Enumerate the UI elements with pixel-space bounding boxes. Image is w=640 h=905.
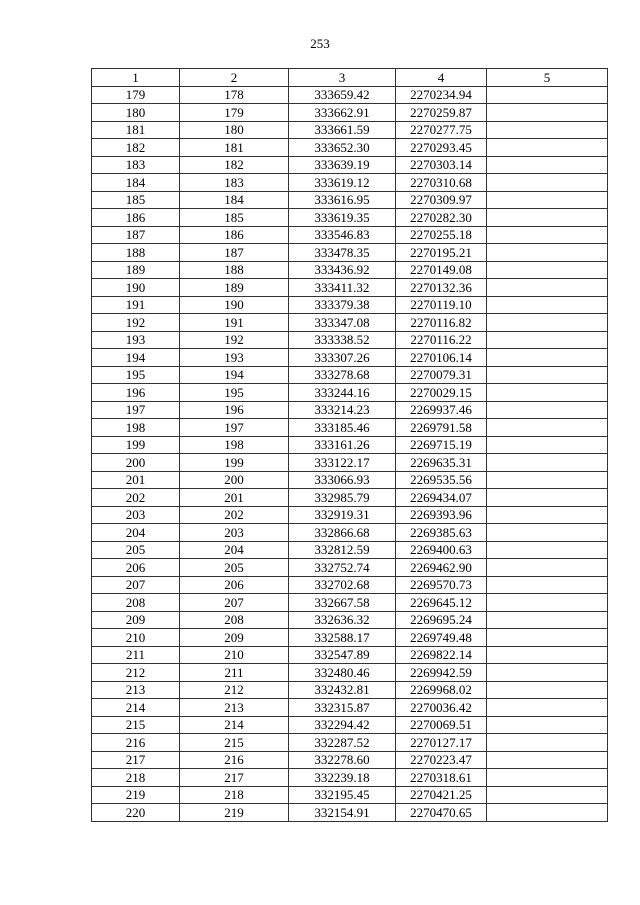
- coordinate-y-cell: 2269822.14: [396, 646, 487, 664]
- coordinate-y-cell: 2270310.68: [396, 174, 487, 192]
- point-number-cell: 183: [92, 156, 180, 174]
- point-number-cell: 191: [92, 296, 180, 314]
- note-cell: [487, 664, 608, 682]
- previous-point-cell: 190: [180, 296, 289, 314]
- point-number-cell: 209: [92, 611, 180, 629]
- table-row: [92, 489, 608, 507]
- coordinate-y-cell: 2270036.42: [396, 699, 487, 717]
- note-cell: [487, 751, 608, 769]
- table-row: [92, 769, 608, 787]
- table-row: [92, 629, 608, 647]
- table-row: [92, 349, 608, 367]
- note-cell: [487, 279, 608, 297]
- coordinate-x-cell: 333652.30: [289, 139, 396, 157]
- previous-point-cell: 214: [180, 716, 289, 734]
- table-row: [92, 209, 608, 227]
- note-cell: [487, 331, 608, 349]
- note-cell: [487, 296, 608, 314]
- table-row: [92, 279, 608, 297]
- table-row: [92, 664, 608, 682]
- point-number-cell: 196: [92, 384, 180, 402]
- point-number-cell: 198: [92, 419, 180, 437]
- previous-point-cell: 213: [180, 699, 289, 717]
- point-number-cell: 217: [92, 751, 180, 769]
- table-row: [92, 139, 608, 157]
- point-number-cell: 195: [92, 366, 180, 384]
- note-cell: [487, 489, 608, 507]
- coordinate-x-cell: 332636.32: [289, 611, 396, 629]
- coordinate-y-cell: 2270079.31: [396, 366, 487, 384]
- page-number: 253: [310, 36, 330, 51]
- table-row: [92, 804, 608, 822]
- note-cell: [487, 629, 608, 647]
- coordinate-y-cell: 2270303.14: [396, 156, 487, 174]
- note-cell: [487, 611, 608, 629]
- note-cell: [487, 559, 608, 577]
- note-cell: [487, 699, 608, 717]
- previous-point-cell: 208: [180, 611, 289, 629]
- note-cell: [487, 174, 608, 192]
- previous-point-cell: 219: [180, 804, 289, 822]
- coordinate-y-cell: 2269968.02: [396, 681, 487, 699]
- point-number-cell: 194: [92, 349, 180, 367]
- previous-point-cell: 184: [180, 191, 289, 209]
- note-cell: [487, 436, 608, 454]
- coordinate-x-cell: 333659.42: [289, 86, 396, 104]
- previous-point-cell: 204: [180, 541, 289, 559]
- previous-point-cell: 206: [180, 576, 289, 594]
- table-row: [92, 716, 608, 734]
- coordinate-y-cell: 2270106.14: [396, 349, 487, 367]
- table-row: [92, 104, 608, 122]
- table-row: [92, 121, 608, 139]
- coordinate-y-cell: 2269645.12: [396, 594, 487, 612]
- point-number-cell: 193: [92, 331, 180, 349]
- coordinate-x-cell: 333546.83: [289, 226, 396, 244]
- header-cell-3: 3: [289, 69, 396, 87]
- coordinate-x-cell: 332294.42: [289, 716, 396, 734]
- coordinate-x-cell: 333619.12: [289, 174, 396, 192]
- table-row: [92, 576, 608, 594]
- coordinate-x-cell: 333122.17: [289, 454, 396, 472]
- note-cell: [487, 156, 608, 174]
- point-number-cell: 187: [92, 226, 180, 244]
- previous-point-cell: 192: [180, 331, 289, 349]
- coordinate-y-cell: 2269695.24: [396, 611, 487, 629]
- coordinate-x-cell: 333347.08: [289, 314, 396, 332]
- note-cell: [487, 524, 608, 542]
- note-cell: [487, 419, 608, 437]
- table-row: [92, 454, 608, 472]
- point-number-cell: 200: [92, 454, 180, 472]
- coordinate-y-cell: 2270195.21: [396, 244, 487, 262]
- table-row: [92, 384, 608, 402]
- coordinate-y-cell: 2270470.65: [396, 804, 487, 822]
- coordinate-y-cell: 2270127.17: [396, 734, 487, 752]
- previous-point-cell: 178: [180, 86, 289, 104]
- coordinate-x-cell: 333478.35: [289, 244, 396, 262]
- coordinate-y-cell: 2270255.18: [396, 226, 487, 244]
- coordinate-x-cell: 333662.91: [289, 104, 396, 122]
- previous-point-cell: 191: [180, 314, 289, 332]
- previous-point-cell: 198: [180, 436, 289, 454]
- coordinate-x-cell: 333411.32: [289, 279, 396, 297]
- note-cell: [487, 769, 608, 787]
- point-number-cell: 184: [92, 174, 180, 192]
- coordinate-x-cell: 332480.46: [289, 664, 396, 682]
- coordinate-y-cell: 2270234.94: [396, 86, 487, 104]
- table-row: [92, 191, 608, 209]
- note-cell: [487, 716, 608, 734]
- point-number-cell: 201: [92, 471, 180, 489]
- previous-point-cell: 194: [180, 366, 289, 384]
- table-row: [92, 244, 608, 262]
- table-row: [92, 611, 608, 629]
- coordinate-y-cell: 2270116.22: [396, 331, 487, 349]
- note-cell: [487, 401, 608, 419]
- previous-point-cell: 189: [180, 279, 289, 297]
- note-cell: [487, 191, 608, 209]
- table-body: [92, 86, 608, 821]
- coordinate-x-cell: 333639.19: [289, 156, 396, 174]
- coordinate-x-cell: 333379.38: [289, 296, 396, 314]
- coordinate-x-cell: 333338.52: [289, 331, 396, 349]
- previous-point-cell: 181: [180, 139, 289, 157]
- point-number-cell: 219: [92, 786, 180, 804]
- note-cell: [487, 86, 608, 104]
- previous-point-cell: 210: [180, 646, 289, 664]
- coordinate-x-cell: 333244.16: [289, 384, 396, 402]
- note-cell: [487, 646, 608, 664]
- table-row: [92, 524, 608, 542]
- point-number-cell: 216: [92, 734, 180, 752]
- point-number-cell: 211: [92, 646, 180, 664]
- point-number-cell: 186: [92, 209, 180, 227]
- table-row: [92, 506, 608, 524]
- previous-point-cell: 209: [180, 629, 289, 647]
- note-cell: [487, 786, 608, 804]
- table-row: [92, 401, 608, 419]
- point-number-cell: 188: [92, 244, 180, 262]
- note-cell: [487, 261, 608, 279]
- coordinate-x-cell: 333307.26: [289, 349, 396, 367]
- point-number-cell: 218: [92, 769, 180, 787]
- header-cell-5: 5: [487, 69, 608, 87]
- table-row: [92, 751, 608, 769]
- table-row: [92, 331, 608, 349]
- point-number-cell: 213: [92, 681, 180, 699]
- table-row: [92, 734, 608, 752]
- point-number-cell: 205: [92, 541, 180, 559]
- coordinate-y-cell: 2269393.96: [396, 506, 487, 524]
- point-number-cell: 180: [92, 104, 180, 122]
- coordinate-y-cell: 2270318.61: [396, 769, 487, 787]
- table-row: [92, 541, 608, 559]
- coordinate-y-cell: 2269942.59: [396, 664, 487, 682]
- note-cell: [487, 506, 608, 524]
- previous-point-cell: 186: [180, 226, 289, 244]
- note-cell: [487, 139, 608, 157]
- previous-point-cell: 203: [180, 524, 289, 542]
- point-number-cell: 197: [92, 401, 180, 419]
- note-cell: [487, 349, 608, 367]
- note-cell: [487, 366, 608, 384]
- coordinate-x-cell: 332287.52: [289, 734, 396, 752]
- coordinate-x-cell: 332239.18: [289, 769, 396, 787]
- table-row: [92, 646, 608, 664]
- table-row: [92, 261, 608, 279]
- point-number-cell: 212: [92, 664, 180, 682]
- coordinate-y-cell: 2269535.56: [396, 471, 487, 489]
- note-cell: [487, 734, 608, 752]
- note-cell: [487, 471, 608, 489]
- previous-point-cell: 188: [180, 261, 289, 279]
- coordinate-y-cell: 2270029.15: [396, 384, 487, 402]
- coordinate-x-cell: 332547.89: [289, 646, 396, 664]
- previous-point-cell: 199: [180, 454, 289, 472]
- coordinate-x-cell: 332588.17: [289, 629, 396, 647]
- coordinate-y-cell: 2270069.51: [396, 716, 487, 734]
- point-number-cell: 210: [92, 629, 180, 647]
- note-cell: [487, 804, 608, 822]
- note-cell: [487, 384, 608, 402]
- coordinate-y-cell: 2269937.46: [396, 401, 487, 419]
- coordinate-x-cell: 332866.68: [289, 524, 396, 542]
- coordinate-y-cell: 2270309.97: [396, 191, 487, 209]
- table-row: [92, 86, 608, 104]
- table-row: [92, 594, 608, 612]
- note-cell: [487, 314, 608, 332]
- header-cell-1: 1: [92, 69, 180, 87]
- previous-point-cell: 207: [180, 594, 289, 612]
- header-cell-4: 4: [396, 69, 487, 87]
- table-row: [92, 559, 608, 577]
- table-header: [92, 69, 608, 87]
- table-row: [92, 296, 608, 314]
- note-cell: [487, 209, 608, 227]
- previous-point-cell: 217: [180, 769, 289, 787]
- previous-point-cell: 195: [180, 384, 289, 402]
- coordinate-x-cell: 333616.95: [289, 191, 396, 209]
- point-number-cell: 214: [92, 699, 180, 717]
- coordinate-x-cell: 332315.87: [289, 699, 396, 717]
- point-number-cell: 190: [92, 279, 180, 297]
- note-cell: [487, 104, 608, 122]
- coordinate-x-cell: 332667.58: [289, 594, 396, 612]
- coordinate-x-cell: 332195.45: [289, 786, 396, 804]
- note-cell: [487, 121, 608, 139]
- header-row: [92, 69, 608, 87]
- coordinate-y-cell: 2269462.90: [396, 559, 487, 577]
- coordinate-y-cell: 2270149.08: [396, 261, 487, 279]
- coordinate-x-cell: 333619.35: [289, 209, 396, 227]
- coordinate-y-cell: 2270293.45: [396, 139, 487, 157]
- note-cell: [487, 681, 608, 699]
- point-number-cell: 179: [92, 86, 180, 104]
- note-cell: [487, 454, 608, 472]
- coordinate-x-cell: 333066.93: [289, 471, 396, 489]
- point-number-cell: 203: [92, 506, 180, 524]
- point-number-cell: 181: [92, 121, 180, 139]
- previous-point-cell: 183: [180, 174, 289, 192]
- coordinate-x-cell: 332752.74: [289, 559, 396, 577]
- note-cell: [487, 594, 608, 612]
- previous-point-cell: 211: [180, 664, 289, 682]
- point-number-cell: 204: [92, 524, 180, 542]
- point-number-cell: 182: [92, 139, 180, 157]
- coordinate-x-cell: 333161.26: [289, 436, 396, 454]
- previous-point-cell: 180: [180, 121, 289, 139]
- coordinate-x-cell: 332985.79: [289, 489, 396, 507]
- previous-point-cell: 185: [180, 209, 289, 227]
- previous-point-cell: 179: [180, 104, 289, 122]
- note-cell: [487, 576, 608, 594]
- coordinate-x-cell: 332432.81: [289, 681, 396, 699]
- previous-point-cell: 212: [180, 681, 289, 699]
- previous-point-cell: 218: [180, 786, 289, 804]
- table-row: [92, 471, 608, 489]
- previous-point-cell: 187: [180, 244, 289, 262]
- table-row: [92, 314, 608, 332]
- coordinate-x-cell: 333436.92: [289, 261, 396, 279]
- point-number-cell: 220: [92, 804, 180, 822]
- previous-point-cell: 193: [180, 349, 289, 367]
- point-number-cell: 202: [92, 489, 180, 507]
- coordinate-x-cell: 333185.46: [289, 419, 396, 437]
- table-row: [92, 156, 608, 174]
- coordinate-y-cell: 2269715.19: [396, 436, 487, 454]
- table-row: [92, 174, 608, 192]
- coordinate-y-cell: 2269400.63: [396, 541, 487, 559]
- coordinate-x-cell: 332154.91: [289, 804, 396, 822]
- coordinate-y-cell: 2270421.25: [396, 786, 487, 804]
- coordinate-y-cell: 2270277.75: [396, 121, 487, 139]
- previous-point-cell: 205: [180, 559, 289, 577]
- previous-point-cell: 197: [180, 419, 289, 437]
- table-row: [92, 366, 608, 384]
- previous-point-cell: 200: [180, 471, 289, 489]
- header-cell-2: 2: [180, 69, 289, 87]
- coordinate-y-cell: 2269635.31: [396, 454, 487, 472]
- table-row: [92, 681, 608, 699]
- table-row: [92, 786, 608, 804]
- previous-point-cell: 216: [180, 751, 289, 769]
- point-number-cell: 215: [92, 716, 180, 734]
- coordinate-y-cell: 2269434.07: [396, 489, 487, 507]
- coordinate-y-cell: 2270132.36: [396, 279, 487, 297]
- coordinates-table: [91, 68, 608, 822]
- point-number-cell: 192: [92, 314, 180, 332]
- previous-point-cell: 202: [180, 506, 289, 524]
- previous-point-cell: 182: [180, 156, 289, 174]
- note-cell: [487, 244, 608, 262]
- note-cell: [487, 541, 608, 559]
- coordinate-y-cell: 2270116.82: [396, 314, 487, 332]
- previous-point-cell: 201: [180, 489, 289, 507]
- coordinate-x-cell: 332702.68: [289, 576, 396, 594]
- coordinate-x-cell: 332278.60: [289, 751, 396, 769]
- coordinate-y-cell: 2270259.87: [396, 104, 487, 122]
- coordinate-y-cell: 2269749.48: [396, 629, 487, 647]
- note-cell: [487, 226, 608, 244]
- coordinate-y-cell: 2269791.58: [396, 419, 487, 437]
- previous-point-cell: 196: [180, 401, 289, 419]
- point-number-cell: 189: [92, 261, 180, 279]
- table-row: [92, 419, 608, 437]
- coordinate-x-cell: 333661.59: [289, 121, 396, 139]
- point-number-cell: 207: [92, 576, 180, 594]
- previous-point-cell: 215: [180, 734, 289, 752]
- table-row: [92, 436, 608, 454]
- table-row: [92, 699, 608, 717]
- point-number-cell: 206: [92, 559, 180, 577]
- table-row: [92, 226, 608, 244]
- coordinate-y-cell: 2270223.47: [396, 751, 487, 769]
- coordinate-y-cell: 2270282.30: [396, 209, 487, 227]
- coordinate-x-cell: 332812.59: [289, 541, 396, 559]
- coordinate-x-cell: 333214.23: [289, 401, 396, 419]
- point-number-cell: 199: [92, 436, 180, 454]
- coordinate-y-cell: 2269570.73: [396, 576, 487, 594]
- point-number-cell: 208: [92, 594, 180, 612]
- coordinate-x-cell: 332919.31: [289, 506, 396, 524]
- coordinate-y-cell: 2270119.10: [396, 296, 487, 314]
- coordinate-y-cell: 2269385.63: [396, 524, 487, 542]
- coordinate-x-cell: 333278.68: [289, 366, 396, 384]
- point-number-cell: 185: [92, 191, 180, 209]
